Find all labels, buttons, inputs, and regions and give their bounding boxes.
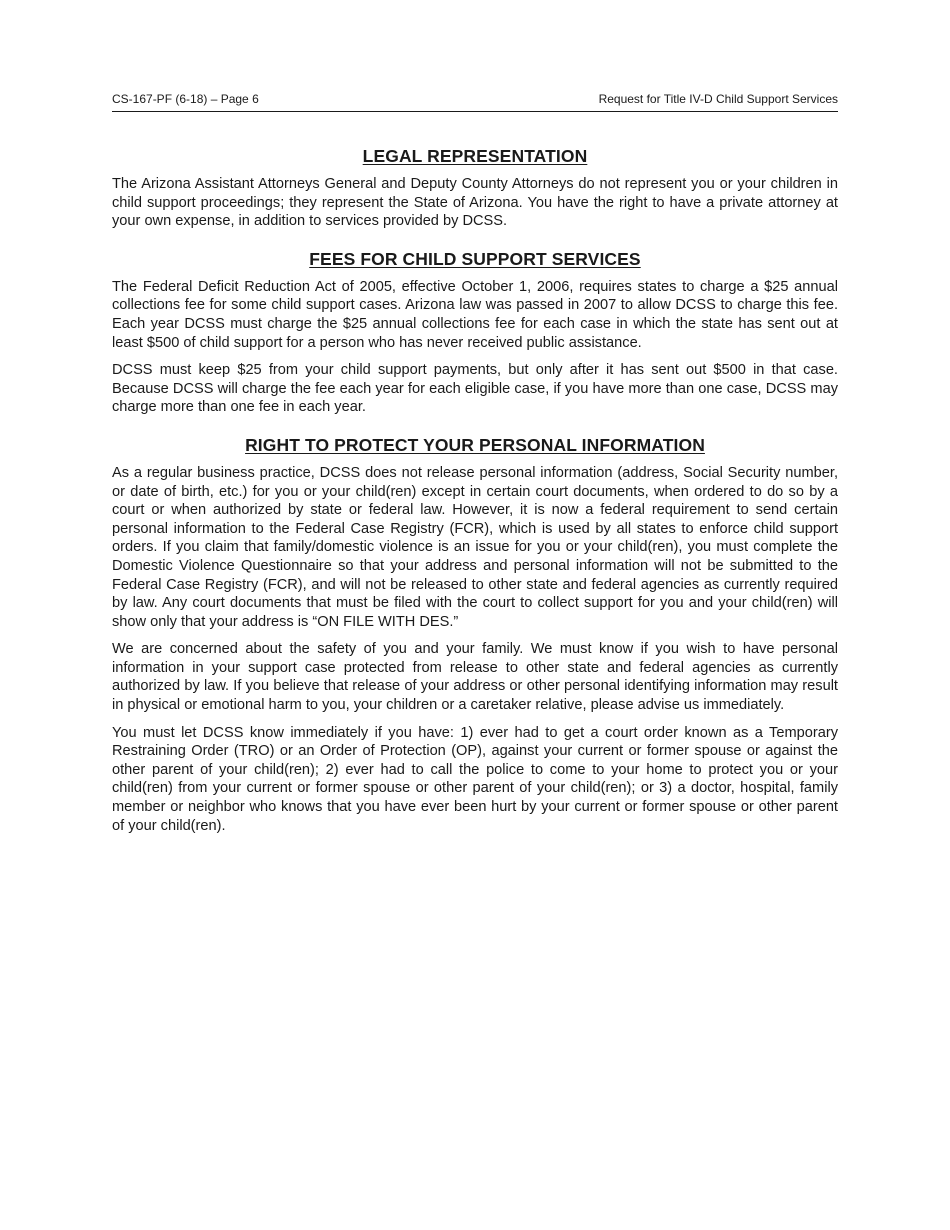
form-title: Request for Title IV-D Child Support Services (598, 92, 838, 106)
paragraph-protect-3: You must let DCSS know immediately if you have: 1) ever had to get a court order known as a Temporary Restraining Order (TRO) or an Order of Protection (OP), against your current or former spouse or against the other parent of your child(ren); 2) ever had to call the police to come to your home to protect you or your child(ren) from your current or former spouse or other parent of your child(ren); or 3) a doctor, hospital, family member or neighbor who knows that you have ever been hurt by your current or former spouse or other parent of your child(ren). (112, 724, 838, 834)
heading-fees: FEES FOR CHILD SUPPORT SERVICES (309, 248, 641, 269)
paragraph-legal-representation: The Arizona Assistant Attorneys General and Deputy County Attorneys do not represent you or your children in child support proceedings; they represent the State of Arizona. You have the right to have a private attorney at your own expense, in addition to services provided by DCSS. (112, 176, 838, 230)
paragraph-fees-2: DCSS must keep $25 from your child support payments, but only after it has sent out $500 in that case. Because DCSS will charge the fee each year for each eligible case, if you have more than one case, DCSS may charge more than one fee in each year. (112, 362, 838, 416)
paragraph-fees-1: The Federal Deficit Reduction Act of 2005, effective October 1, 2006, requires states to charge a $25 annual collections fee for some child support cases. Arizona law was passed in 2007 to allow DCSS to charge this fee. Each year DCSS must charge the $25 annual collections fee for each case in which the state has sent out at least $500 of child support for a person who has never received public assistance. (112, 278, 838, 351)
document-page (112, 0, 838, 835)
paragraph-protect-1: As a regular business practice, DCSS does not release personal information (address, Social Security number, or date of birth, etc.) for you or your child(ren) except in certain court documents, when ordered to do so by a court or when authorized by state or federal law. However, it is now a federal requirement to send certain personal information to the Federal Case Registry (FCR), which is used by all states to enforce child support orders. If you claim that family/domestic violence is an issue for you or your child(ren), you must complete the Domestic Violence Questionnaire so that your address and personal information will not be submitted to the Federal Case Registry (FCR), and will not be released to other state and federal agencies as currently required by law. Any court documents that must be filed with the court to collect support for you and your child(ren) will show only that your address is “ON FILE WITH DES.” (112, 464, 838, 630)
form-id: CS-167-PF (6-18) – Page 6 (112, 92, 259, 106)
heading-legal-representation: LEGAL REPRESENTATION (362, 146, 588, 166)
paragraph-protect-2: We are concerned about the safety of you and your family. We must know if you wish to have personal information in your support case protected from release to other state and federal agencies as currently authorized by law. If you believe that release of your address or other personal identifying information may result in physical or emotional harm to you, your children or a caretaker relative, please advise us immediately. (112, 641, 838, 714)
page-header (112, 91, 838, 112)
heading-protect-personal-information: RIGHT TO PROTECT YOUR PERSONAL INFORMATION (245, 434, 705, 455)
